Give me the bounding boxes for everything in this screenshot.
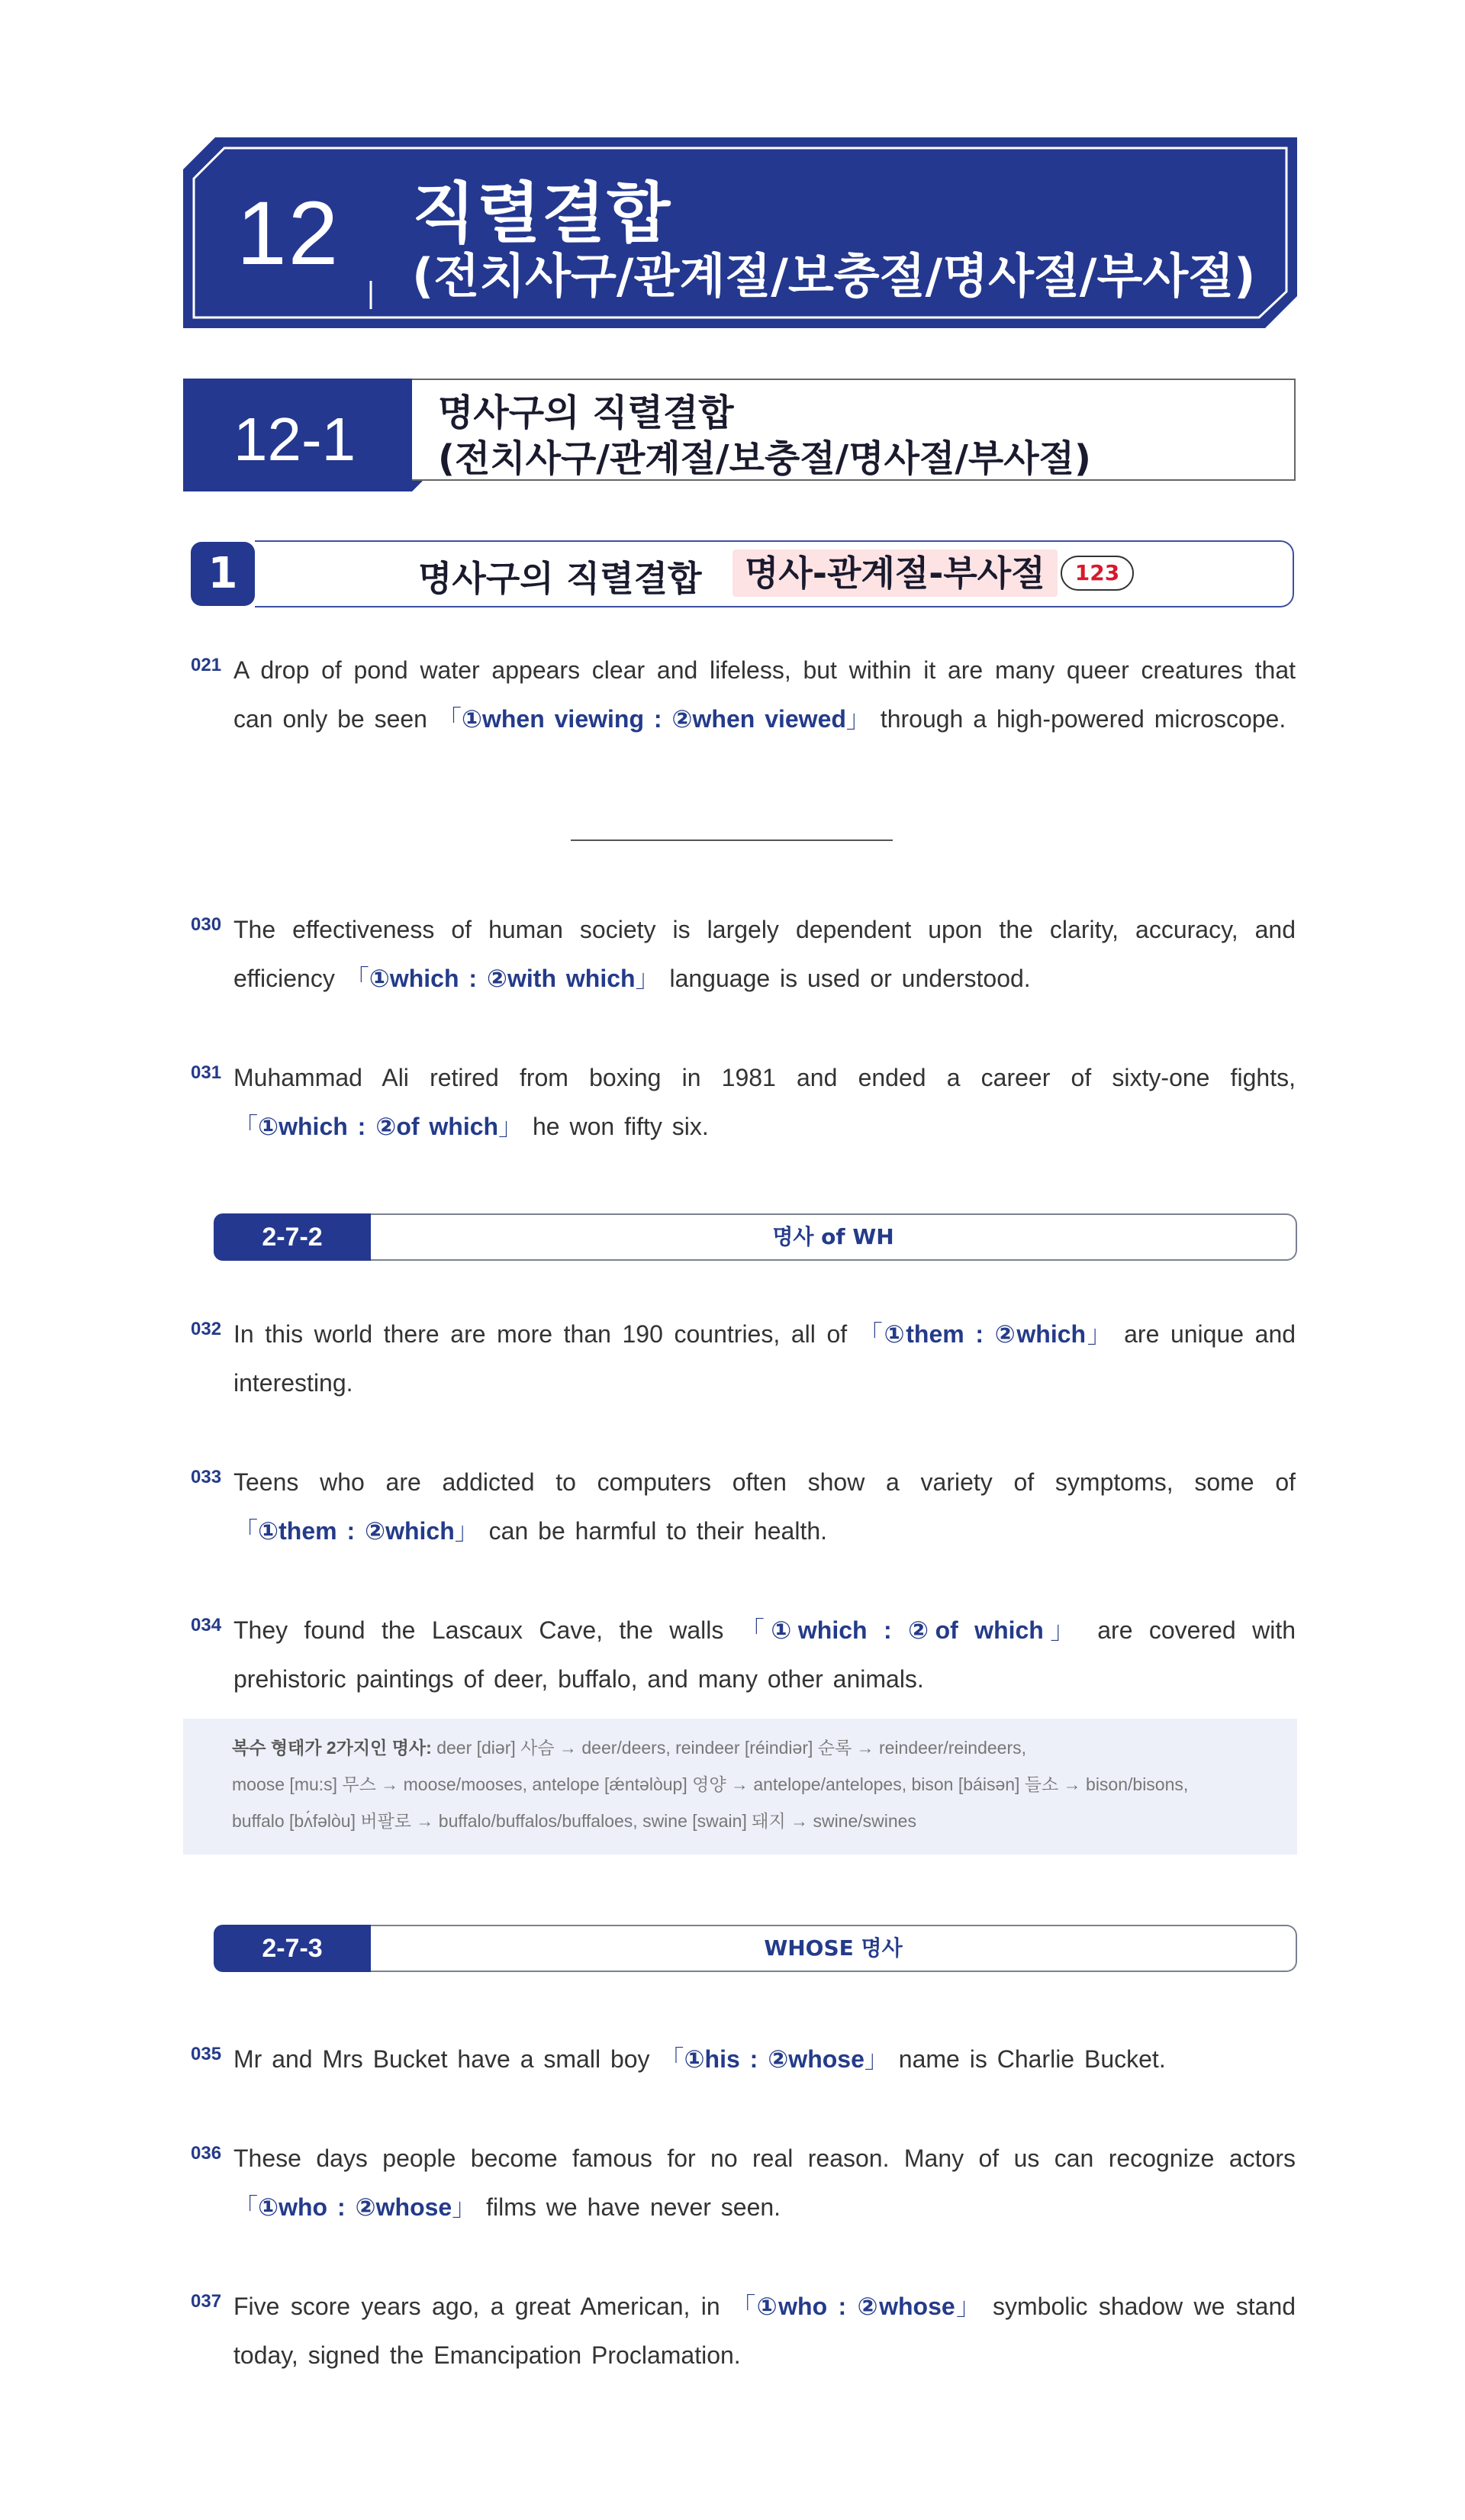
choice-option-2[interactable]: ②whose <box>857 2293 955 2320</box>
open-bracket: 「 <box>344 965 369 992</box>
item-text-after: name is Charlie Bucket. <box>888 2045 1166 2073</box>
subtopic-title: WHOSE 명사 <box>371 1925 1297 1972</box>
note-label: 복수 형태가 2가지인 명사: <box>232 1738 432 1758</box>
choice-option-2[interactable]: ②which <box>994 1320 1087 1348</box>
item-text-after: through a high-powered microscope. <box>870 705 1286 733</box>
close-bracket: 」 <box>864 2045 889 2073</box>
item-number: 031 <box>191 1062 222 1083</box>
item-text <box>233 2035 1296 2083</box>
chapter-number: 12 <box>237 183 340 284</box>
item-text-after: can be harmful to their health. <box>478 1517 828 1545</box>
open-bracket: 「 <box>659 2045 684 2073</box>
choice-separator: : <box>468 965 478 992</box>
item-number: 032 <box>191 1319 222 1339</box>
close-bracket: 」 <box>498 1113 523 1140</box>
choice-option-1[interactable]: ①who <box>756 2293 828 2320</box>
close-bracket: 」 <box>1043 1616 1081 1644</box>
open-bracket: 「 <box>233 2193 259 2221</box>
choice-option-2[interactable]: ②with which <box>486 965 636 992</box>
subtopic-bar <box>214 1213 1297 1261</box>
choice-separator: : <box>336 2193 346 2221</box>
note-line-1 <box>232 1734 1026 1759</box>
item-text-before: A drop of pond water appears clear and lifeless, but within it are many queer creatures that can only be seen <box>233 656 1296 733</box>
divider-line <box>571 839 893 841</box>
subtopic-label: 2-7-3 <box>214 1925 371 1972</box>
open-bracket: 「 <box>233 1113 259 1140</box>
section-number-box <box>183 379 412 491</box>
item-number: 037 <box>191 2291 222 2312</box>
choice-option-2[interactable]: ②whose <box>768 2045 865 2073</box>
close-bracket: 」 <box>955 2293 982 2320</box>
item-text-before: Mr and Mrs Bucket have a small boy <box>233 2045 660 2073</box>
choice-separator: : <box>653 705 662 733</box>
note-line-3: buffalo [bʌ́fəlòu] 버팔로 → buffalo/buffalos/buffaloes, swine [swain] 돼지 → swine/swines <box>232 1811 916 1831</box>
choice-option-2[interactable]: ②of which <box>375 1113 499 1140</box>
close-bracket: 」 <box>1086 1320 1113 1348</box>
choice-option-1[interactable]: ①which <box>369 965 459 992</box>
choice-option-2[interactable]: ②whose <box>355 2193 452 2221</box>
item-text-after: he won fifty six. <box>523 1113 709 1140</box>
item-number: 033 <box>191 1467 222 1487</box>
chapter-banner <box>183 137 1297 328</box>
item-text <box>233 646 1296 743</box>
item-text <box>233 1310 1296 1407</box>
choice-option-1[interactable]: ①which <box>258 1113 348 1140</box>
chapter-title: 직렬결합 <box>412 176 672 252</box>
choice-option-1[interactable]: ①who <box>258 2193 328 2221</box>
section-corner-shape <box>412 481 427 491</box>
item-number: 036 <box>191 2143 222 2164</box>
note-box <box>183 1719 1297 1855</box>
choice-separator: : <box>749 2045 758 2073</box>
item-text <box>233 1606 1296 1703</box>
item-text <box>233 1053 1296 1151</box>
topic-badge: 123 <box>1061 556 1134 591</box>
chapter-subtitle: (전치사구/관계절/보충절/명사절/부사절) <box>412 248 1256 304</box>
choice-option-1[interactable]: ①his <box>684 2045 740 2073</box>
item-text-before: Teens who are addicted to computers often show a variety of symptoms, some of <box>233 1468 1296 1496</box>
topic-title: 명사구의 직렬결합 <box>418 558 702 599</box>
item-text <box>233 2282 1296 2380</box>
note-line-2: moose [mu:s] 무스 → moose/mooses, antelope [ǽntəlòup] 영양 → antelope/antelopes, bison [báisən] 들소 → bison/bisons, <box>232 1774 1189 1794</box>
topic-number: 1 <box>191 542 255 606</box>
choice-option-2[interactable]: ②of which <box>908 1616 1044 1644</box>
choice-option-1[interactable]: ①when viewing <box>461 705 644 733</box>
choice-option-2[interactable]: ②when viewed <box>671 705 846 733</box>
item-text <box>233 1458 1296 1555</box>
close-bracket: 」 <box>454 1517 479 1545</box>
item-text-before: In this world there are more than 190 countries, all of <box>233 1320 858 1348</box>
item-text-before: Five score years ago, a great American, in <box>233 2293 732 2320</box>
item-number: 030 <box>191 914 222 935</box>
subtopic-title: 명사 of WH <box>371 1213 1297 1261</box>
section-number: 12-1 <box>233 405 356 473</box>
item-text-before: The effectiveness of human society is largely dependent upon the clarity, accuracy, and efficiency <box>233 916 1296 992</box>
item-text-after: are unique and interesting. <box>233 1320 1296 1397</box>
item-text-after: symbolic shadow we stand today, signed the Emancipation Proclamation. <box>233 2293 1296 2369</box>
choice-option-2[interactable]: ②which <box>365 1517 455 1545</box>
item-text-after: films we have never seen. <box>476 2193 781 2221</box>
open-bracket: 「 <box>739 1616 771 1644</box>
close-bracket: 」 <box>452 2193 477 2221</box>
open-bracket: 「 <box>233 1517 259 1545</box>
section-subtitle: (전치사구/관계절/보충절/명사절/부사절) <box>438 437 1091 480</box>
choice-separator: : <box>975 1320 984 1348</box>
close-bracket: 」 <box>635 965 660 992</box>
subtopic-label: 2-7-2 <box>214 1213 371 1261</box>
open-bracket: 「 <box>436 705 462 733</box>
note-text: deer [diər] 사슴 → deer/deers, reindeer [réindiər] 순록 → reindeer/reindeers, <box>431 1738 1027 1758</box>
choice-option-1[interactable]: ①them <box>258 1517 337 1545</box>
item-text <box>233 2134 1296 2232</box>
close-bracket: 」 <box>845 705 871 733</box>
item-text <box>233 905 1296 1003</box>
item-text-before: They found the Lascaux Cave, the walls <box>233 1616 740 1644</box>
subtopic-bar <box>214 1925 1297 1972</box>
choice-separator: : <box>838 2293 847 2320</box>
item-number: 034 <box>191 1615 222 1635</box>
topic-bar <box>255 540 1294 607</box>
section-title-box <box>412 379 1296 481</box>
choice-option-1[interactable]: ①which <box>771 1616 868 1644</box>
item-text-before: Muhammad Ali retired from boxing in 1981 and ended a career of sixty-one fights, <box>233 1064 1296 1091</box>
open-bracket: 「 <box>858 1320 884 1348</box>
choice-option-1[interactable]: ①them <box>884 1320 964 1348</box>
choice-separator: : <box>346 1517 356 1545</box>
section-title: 명사구의 직렬결합 <box>438 392 734 434</box>
topic-highlight: 명사-관계절-부사절 <box>732 549 1058 597</box>
item-text-after: language is used or understood. <box>659 965 1031 992</box>
item-text-before: These days people become famous for no real reason. Many of us can recognize actors <box>233 2145 1296 2172</box>
choice-separator: : <box>357 1113 366 1140</box>
item-text-after: are covered with prehistoric paintings of deer, buffalo, and many other animals. <box>233 1616 1296 1693</box>
choice-separator: : <box>883 1616 892 1644</box>
item-number: 035 <box>191 2044 222 2064</box>
item-number: 021 <box>191 655 222 675</box>
open-bracket: 「 <box>731 2293 757 2320</box>
